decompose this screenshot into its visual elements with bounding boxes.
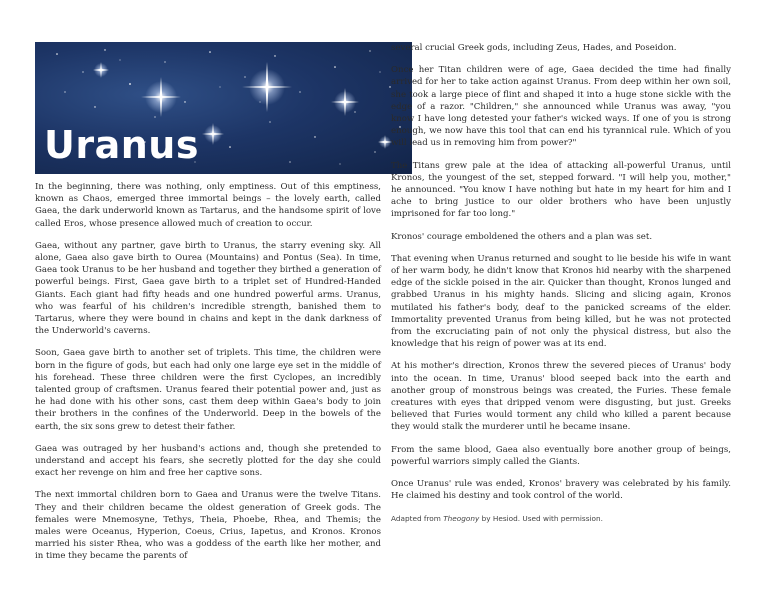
paragraph: Once Uranus' rule was ended, Kronos' bravery was celebrated by his family. He claimed his destiny and took control of the world. xyxy=(391,479,731,502)
left-column xyxy=(35,181,381,573)
paragraph: That evening when Uranus returned and sought to lie beside his wife in want of her warm body, he didn't know that Kronos hid nearby with the sharpened edge of the sickle poised in the air. Quicker than thought, Kronos lunged and grabbed Uranus in his mighty hands. Slicing and slicing again, Kronos mutilated his father's body, deaf to the panicked screams of the elder. Immortality prevented Uranus from being killed, but he was not protected from the excruciating pain of not only the physical distress, but also the knowledge that his reign of power was at its end. xyxy=(391,253,731,350)
right-column xyxy=(391,42,731,525)
credit-suffix: by Hesiod. Used with permission. xyxy=(479,513,603,523)
paragraph: The Titans grew pale at the idea of attacking all-powerful Uranus, until Kronos, the youngest of the set, stepped forward. "I will help you, mother," he announced. "You know I have nothing but hate in my heart for him and I ache to bring justice to our older brothers who have been unjustly imprisoned for far too long." xyxy=(391,160,731,220)
paragraph: From the same blood, Gaea also eventually bore another group of beings, powerful warriors simply called the Giants. xyxy=(391,444,731,467)
page-title: Uranus xyxy=(44,123,199,167)
paragraph: The next immortal children born to Gaea and Uranus were the twelve Titans. They and their children became the oldest generation of Greek gods. The females were Mnemosyne, Tethys, Theia, Phoebe, Rhea, and Themis; the males were Oceanus, Hyperion, Coeus, Crius, Iapetus, and Kronos. Kronos married his sister Rhea, who was a goddess of the earth like her mother, and in time they became the parents of xyxy=(35,490,381,562)
paragraph: At his mother's direction, Kronos threw the severed pieces of Uranus' body into the ocean. In time, Uranus' blood seeped back into the earth and another group of monstrous beings was created, the Furies. These female creatures with eyes that dripped venom were disgusting, but just. Greeks believed that Furies would torment any child who killed a parent because they would stalk the murderer until he became insane. xyxy=(391,361,731,433)
paragraph: Once her Titan children were of age, Gaea decided the time had finally arrived for her to take action against Uranus. From deep within her own soil, she took a large piece of flint and shaped it into a huge stone sickle with the edge of a razor. "Children," she announced while Uranus was away, "you know I have long detested your father's wicked ways. If one of you is strong enough, we now have this tool that can end his tyrannical rule. Which of you will lead us in removing him from power?" xyxy=(391,65,731,149)
source-credit xyxy=(391,513,731,525)
paragraph: Gaea, without any partner, gave birth to Uranus, the starry evening sky. All alone, Gaea also gave birth to Ourea (Mountains) and Pontus (Sea). In time, Gaea took Uranus to be her husband and together they birthed a generation of powerful beings. First, Gaea gave birth to a triplet set of Hundred-Handed Giants. Each giant had fifty heads and one hundred powerful arms. Uranus, who was fearful of his children's incredible strength, banished them to Tartarus, where they were bound in chains and kept in the dank darkness of the Underworld's caverns. xyxy=(35,240,381,337)
credit-prefix: Adapted from xyxy=(391,513,444,523)
paragraph: Kronos' courage emboldened the others and a plan was set. xyxy=(391,231,653,242)
paragraph: In the beginning, there was nothing, only emptiness. Out of this emptiness, known as Chaos, emerged three immortal beings – the lovely earth, called Gaea, the dark underworld known as Tartarus, and the handsome spirit of love called Eros, whose presence allowed much of creation to occur. xyxy=(35,182,381,229)
credit-work-title: Theogony xyxy=(443,513,480,523)
paragraph: Gaea was outraged by her husband's actions and, though she pretended to understand and accept his fears, she secretly plotted for the day she could exact her revenge on him and free her captive sons. xyxy=(35,443,381,479)
paragraph: several crucial Greek gods, including Zeus, Hades, and Poseidon. xyxy=(391,43,677,53)
paragraph: Soon, Gaea gave birth to another set of triplets. This time, the children were born in the figure of gods, but each had only one large eye set in the middle of his forehead. These three children were the first Cyclopes, an incredibly talented group of craftsmen. Uranus feared their potential power and, just as he had done with his other sons, cast them deep within Gaea's body to join their brothers in the confines of the Underworld. Deep in the bowels of the earth, the six sons grew to detest their father. xyxy=(35,348,381,432)
title-banner xyxy=(35,42,412,174)
